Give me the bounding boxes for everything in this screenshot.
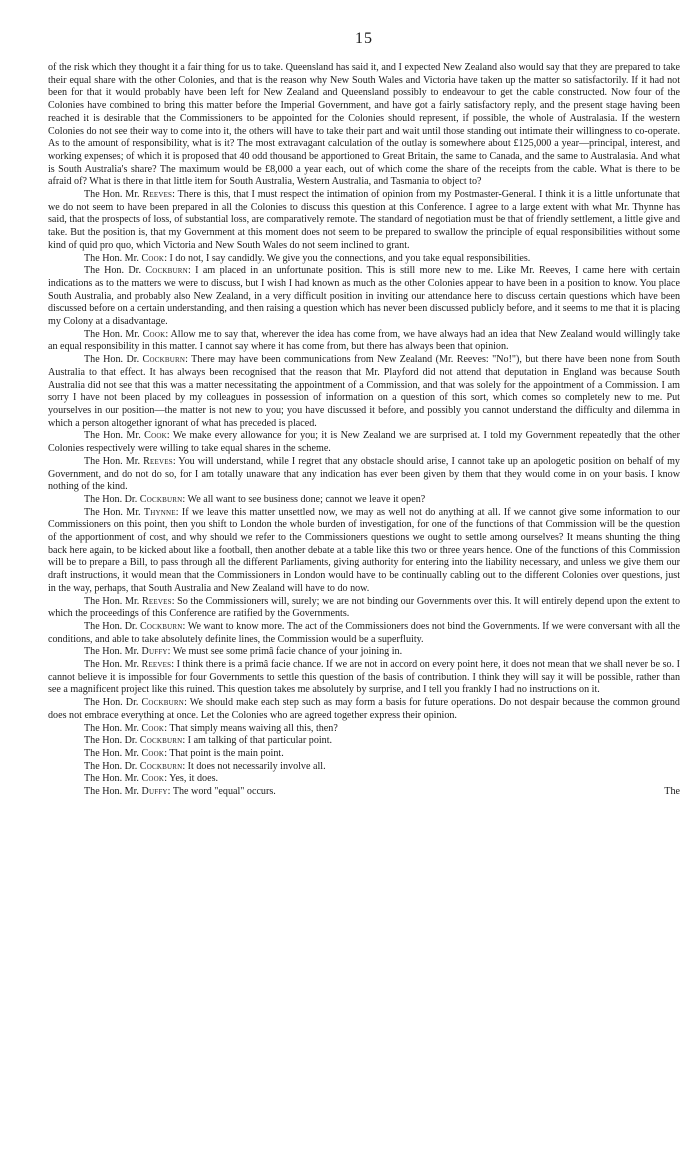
- speech-text: : It does not necessarily involve all.: [182, 760, 326, 772]
- speech-text: : Yes, it does.: [164, 773, 219, 785]
- speech-text: : We must see some primâ facie chance of your joining in.: [167, 646, 403, 658]
- paragraph: [48, 265, 680, 329]
- speaker-prefix: The Hon. Mr.: [84, 773, 142, 785]
- paragraph: [48, 697, 680, 722]
- page-number: 15: [355, 30, 373, 47]
- speaker-name: Cook: [141, 722, 165, 734]
- speech-text: : Allow me to say that, wherever the idea has come from, we have always had an idea that New Zealand would willingly take an equal responsibility in this matter. I cannot say where it has come from, but there has always been that opinion.: [48, 328, 680, 353]
- speech-text: of the risk which they thought it a fair thing for us to take. Queensland has said it, and I expected New Zealand also would say that they are prepared to take their equal share with the other Colonies, and that is the reason why New South Wales and Victoria have taken up the matter so satisfactorily. If it had not been for that it would probably have been left for New Zealand and Queensland possibly to endeavour to get the cable constructed. Now four of the Colonies have combined to bring this matter before the Imperial Government, and have got a fairly satisfactory reply, and the present stage having been reached it is desirable that the Commissioners to be appointed for the Colonies should represent, if possible, the whole of Australasia. If the western Colonies do not see their way to come into it, the others will have to take their part and wait until those standing out intimate their willingness to co-operate. As to the amount of responsibility, what is it? The most extravagant calculation of the outlay is somewhere about £125,000 a year—principal, interest, and working expenses; of which it is proposed that 40 odd thousand be apportioned to Great Britain, the same to Canada, and the same to Australasia. And what is South Australia's share? The maximum would be £8,000 a year each, out of which come the share of the receipts from the cable. What is there to be afraid of? What is there in that little item for South Australia, Western Australia, and Tasmania to object to?: [48, 62, 680, 188]
- speaker-prefix: The Hon. Mr.: [84, 430, 145, 442]
- speech-text: : You will understand, while I regret that any obstacle should arise, I cannot take up an apologetic position on behalf of my Government, and do not do so, for I am totally unaware that any indication has ever been given by them that they would come in on your basis. I know nothing of the kind.: [48, 455, 680, 493]
- paragraph: [48, 596, 680, 621]
- speaker-name: Cook: [142, 328, 166, 340]
- speaker-prefix: The Hon. Mr.: [84, 747, 142, 759]
- speaker-prefix: The Hon. Mr.: [84, 659, 142, 671]
- speaker-name: Cockburn: [139, 493, 183, 505]
- speaker-prefix: The Hon. Dr.: [84, 493, 140, 505]
- speaker-name: Duffy: [141, 646, 168, 658]
- paragraph: [48, 659, 680, 697]
- paragraph: [48, 253, 680, 266]
- speaker-prefix: The Hon. Mr.: [84, 455, 144, 467]
- speaker-prefix: The Hon. Dr.: [84, 760, 140, 772]
- paragraph-list: [48, 62, 680, 786]
- catchword: The: [664, 786, 680, 798]
- speaker-prefix: The Hon. Mr.: [84, 722, 142, 734]
- speaker-prefix: The Hon. Mr.: [84, 506, 144, 518]
- speaker-name: Duffy: [141, 786, 168, 798]
- paragraph: [48, 430, 680, 455]
- paragraph: [48, 735, 680, 748]
- speaker-prefix: The Hon. Dr.: [84, 354, 143, 366]
- paragraph: [48, 748, 680, 761]
- speech-text: : I am placed in an unfortunate position. This is still more new to me. Like Mr. Reeves, I came here with certain indications as to the matters we were to discuss, but I wish I had known as much as the other Colonies appear to have been in a position to know. You place South Australia, and probably also New Zealand, in a very difficult position in inviting our attendance here to discuss certain questions which have been discussed before on a certain understanding, and then raising a question which has never been discussed publicly before, and it seems to me that it is placing my Colony at a disadvantage.: [48, 265, 680, 328]
- speech-text: : We want to know more. The act of the Commissioners does not bind the Governments. If we were conversant with all the conditions, and able to take absolutely definite lines, the Commission would be a superfluity.: [48, 620, 680, 645]
- speech-text: : We should make each step such as may form a basis for future operations. Do not despair because the common ground does not embrace everything at once. Let the Colonies who are agreed together express their opinion.: [48, 697, 680, 721]
- speaker-prefix: The Hon. Dr.: [84, 620, 140, 632]
- speaker-prefix: The Hon. Dr.: [84, 265, 146, 277]
- speaker-name: Cook: [141, 252, 165, 264]
- speaker-name: Cook: [141, 747, 165, 759]
- paragraph: [48, 62, 680, 189]
- last-line-row: [48, 786, 680, 799]
- paragraph: [48, 761, 680, 774]
- paragraph: [48, 329, 680, 354]
- speaker-prefix: The Hon. Mr.: [84, 252, 142, 264]
- paragraph: [48, 786, 640, 799]
- speech-text: : So the Commissioners will, surely; we are not binding our Governments over this. It will entirely depend upon the extent to which the proceedings of this Conference are ratified by the Governments.: [48, 595, 680, 620]
- speaker-name: Reeves: [141, 595, 172, 607]
- paragraph: [48, 494, 680, 507]
- paragraph: [48, 507, 680, 596]
- speaker-name: Cockburn: [145, 265, 188, 277]
- speaker-prefix: The Hon. Mr.: [84, 646, 142, 658]
- speaker-prefix: The Hon. Mr.: [84, 189, 143, 201]
- paragraph: [48, 189, 680, 253]
- speech-text: : I am talking of that particular point.: [182, 735, 333, 747]
- speech-text: : There is this, that I must respect the intimation of opinion from my Postmaster-General. I think it is a little unfortunate that we do not seem to have been prepared in all the Colonies to discuss this question at this Conference. I agree to a large extent with what Mr. Thynne has said, that the prospects of loss, of substantial loss, are comparatively remote. The standard of negotiation must be that of friendly settlement, a little give and take. But the position is, that my Government at this moment does not seem to be prepared to swallow the principle of equal responsibilities without some kind of quid pro quo, which Victoria and New South Wales do not seem inclined to grant.: [48, 189, 680, 251]
- speaker-name: Cockburn: [142, 354, 186, 366]
- speech-text: : We all want to see business done; cannot we leave it open?: [182, 493, 426, 505]
- speech-text: : That point is the main point.: [164, 747, 284, 759]
- speaker-prefix: The Hon. Dr.: [84, 735, 140, 747]
- speaker-name: Cockburn: [139, 735, 183, 747]
- paragraph: [48, 621, 680, 646]
- speech-text: : The word "equal" occurs.: [167, 786, 276, 798]
- document-body: [48, 62, 680, 799]
- speaker-name: Cockburn: [139, 620, 183, 632]
- speaker-name: Cockburn: [139, 760, 183, 772]
- speaker-prefix: The Hon. Mr.: [84, 786, 142, 798]
- speech-text: : I do not, I say candidly. We give you the connections, and you take equal responsibilities.: [164, 252, 531, 264]
- speaker-name: Reeves: [143, 455, 173, 467]
- paragraph: [48, 723, 680, 736]
- speaker-name: Cook: [141, 773, 165, 785]
- speech-text: : There may have been communications from New Zealand (Mr. Reeves: "No!"), but there have been none from South Australia to that effect. It has always been recognised that the reason that Mr. Playford did not attend that deputation in England was because South Australia did not see that this was a matter necessitating the appointment of a Commission, and that was solely for the appointment of a Commission. I am sorry I have not been placed by my colleagues in possession of information on a question of this sort, which comes so completely new to me. Put yourselves in our position—the matter is not new to you; you have discussed it before, and possibly you cannot understand the difficulty and dilemma in which a person altogether ignorant of what has preceded is placed.: [48, 354, 680, 429]
- speaker-prefix: The Hon. Mr.: [84, 328, 143, 340]
- paragraph: [48, 646, 680, 659]
- speech-text: : That simply means waiving all this, then?: [164, 722, 338, 734]
- paragraph: [48, 354, 680, 430]
- speaker-name: Reeves: [141, 659, 172, 671]
- speech-text: : I think there is a primâ facie chance. If we are not in accord on every point here, it does not mean that we shall never be so. I cannot believe it is impossible for four Governments to settle this question of the basis of contribution. I think they will say it will be possible, rather than see a magnificent project like this ruined. This question takes me absolutely by surprise, and I tell you frankly I had no instructions on it.: [48, 659, 680, 696]
- speaker-name: Cook: [144, 430, 167, 442]
- paragraph: [48, 773, 680, 786]
- speaker-name: Thynne: [143, 506, 176, 518]
- speaker-prefix: The Hon. Dr.: [84, 697, 142, 709]
- paragraph: [48, 456, 680, 494]
- speaker-prefix: The Hon. Mr.: [84, 595, 142, 607]
- speech-text: : We make every allowance for you; it is New Zealand we are surprised at. I told my Government repeatedly that the other Colonies respectively were willing to take equal shares in the scheme.: [48, 430, 680, 455]
- speech-text: : If we leave this matter unsettled now, we may as well not do anything at all. If we cannot give some information to our Commissioners on this point, then you shift to London the whole burden of investigation, for one of the functions of that Commission will be the question of the apportionment of cost, and why should we refer to the Commissioners questions we ought to settle among ourselves? It means shunting the thing back here again, to be kicked about like a football, then another debate at a table like this two or three years hence. One of the functions of this Commission will be to prepare a Bill, to pass through all the different Parliaments, giving authority for entering into the liability necessary, and unless we give them our draft instructions, it would mean that the Commissioners in London would have to be continually cabling out to the different Colonies over questions, just in the way, perhaps, that South Australia and New Zealand will have to do now.: [48, 506, 680, 594]
- speaker-name: Cockburn: [141, 697, 185, 709]
- speaker-name: Reeves: [142, 189, 173, 201]
